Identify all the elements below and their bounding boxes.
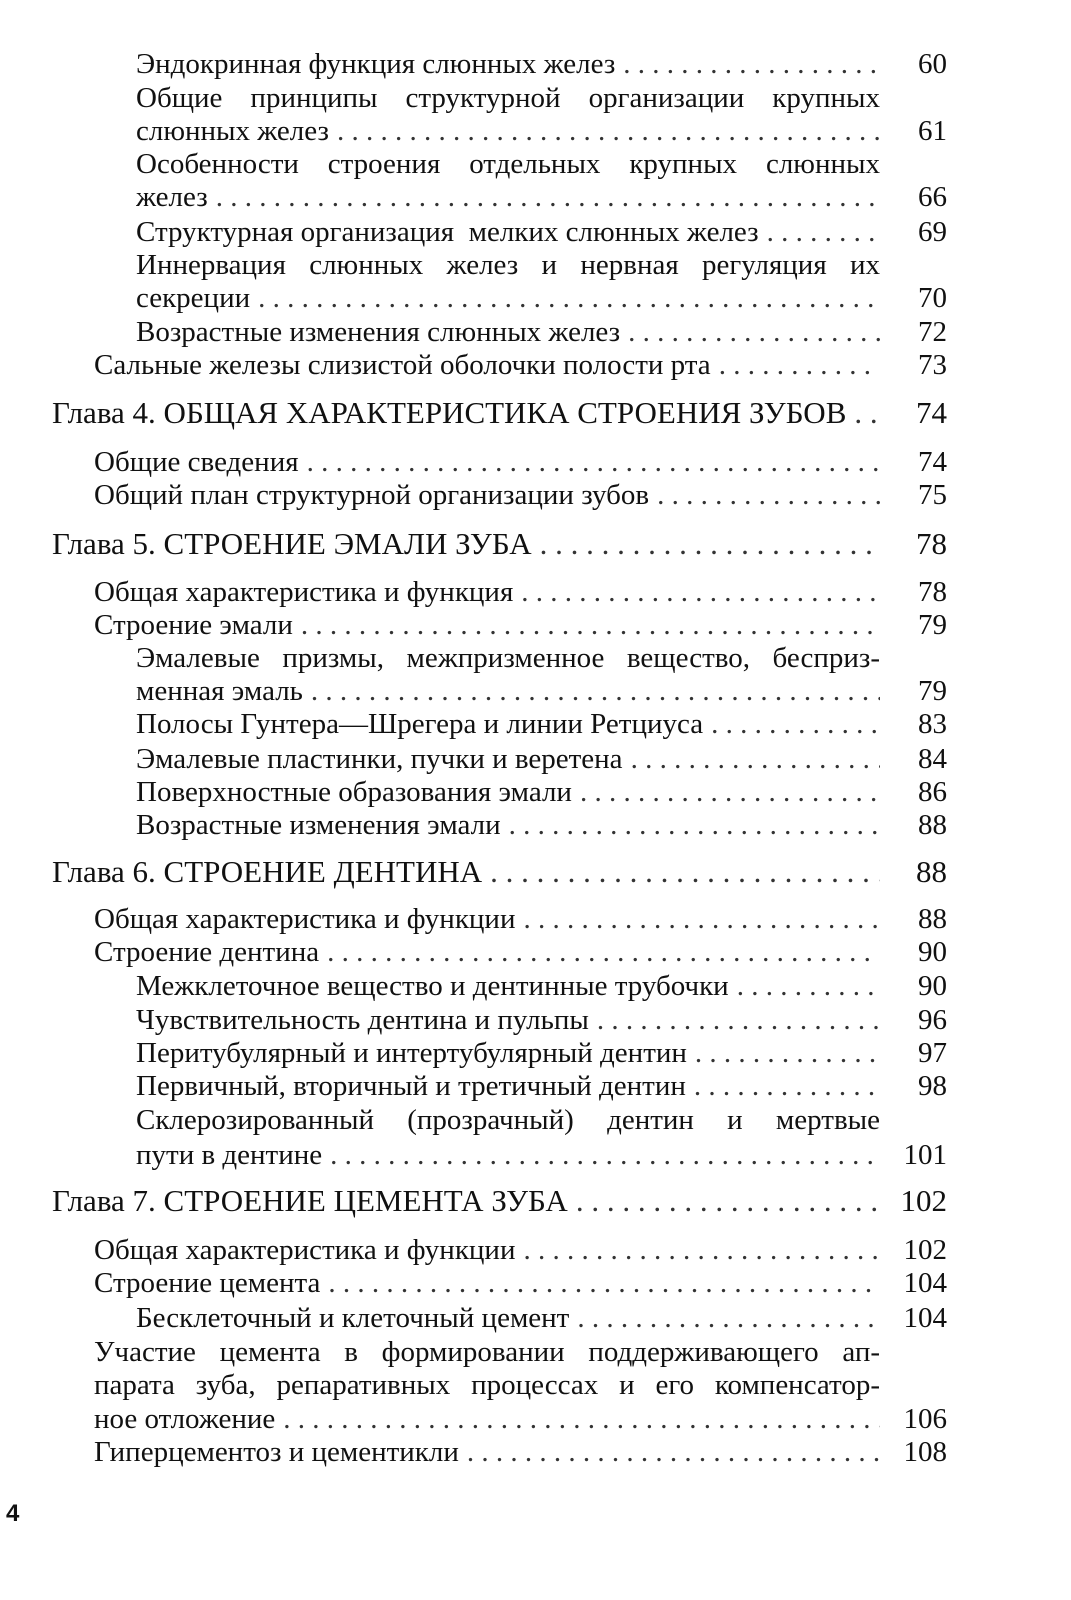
- dot-leader: [329, 114, 880, 148]
- page-number: 4: [6, 1500, 20, 1527]
- toc-entry-line: [0, 47, 1071, 81]
- page-ref: 90: [918, 970, 947, 1002]
- entry-title: Общая характеристика и функция: [94, 576, 514, 608]
- toc-entry-line: [0, 575, 1071, 609]
- entry-title: Сальные железы слизистой оболочки полости рта: [94, 349, 711, 381]
- entry-title: Строение цемента: [94, 1267, 321, 1299]
- entry-title: Общая характеристика и функции: [94, 903, 516, 935]
- toc-entry-line: [0, 478, 1071, 512]
- page-ref: 60: [918, 48, 947, 80]
- dot-leader: [703, 707, 880, 741]
- entry-title: желез: [136, 181, 208, 213]
- entry-title: Склерозированный (прозрачный) дентин и мертвые: [136, 1104, 880, 1136]
- dot-leader: [250, 281, 880, 315]
- page-ref: 72: [918, 316, 947, 348]
- page-ref: 74: [918, 446, 947, 478]
- page-ref: 90: [918, 936, 947, 968]
- toc-chapter-line: [0, 396, 1071, 430]
- entry-title: менная эмаль: [136, 675, 303, 707]
- page-ref: 97: [918, 1037, 947, 1069]
- toc-entry-line: [0, 1335, 1071, 1369]
- chapter-title: Глава 7. СТРОЕНИЕ ЦЕМЕНТА ЗУБА: [52, 1184, 568, 1218]
- dot-leader: [615, 47, 880, 81]
- dot-leader: [319, 935, 880, 969]
- dot-leader: [589, 1003, 880, 1037]
- entry-title: секреции: [136, 282, 251, 314]
- dot-leader: [322, 1138, 880, 1172]
- page-ref: 69: [918, 216, 947, 248]
- page-ref: 102: [900, 1183, 947, 1218]
- toc-entry-line: [0, 935, 1071, 969]
- entry-title: Участие цемента в формировании поддерживающего ап-: [94, 1336, 880, 1368]
- entry-title: Полосы Гунтера—Шрегера и линии Ретциуса: [136, 708, 704, 740]
- entry-title: Чувствительность дентина и пульпы: [136, 1004, 589, 1036]
- chapter-title: Глава 4. ОБЩАЯ ХАРАКТЕРИСТИКА СТРОЕНИЯ ЗУБОВ: [52, 396, 847, 430]
- toc-entry-line: [0, 1003, 1071, 1037]
- dot-leader: [299, 445, 880, 479]
- entry-title: Поверхностные образования эмали: [136, 776, 572, 808]
- page-ref: 75: [918, 479, 947, 511]
- toc-entry-line: [0, 808, 1071, 842]
- dot-leader: [623, 742, 880, 776]
- toc-entry-line: [0, 81, 1071, 115]
- page-ref: 70: [918, 282, 947, 314]
- chapter-title: Глава 6. СТРОЕНИЕ ДЕНТИНА: [52, 855, 483, 889]
- toc-chapter-line: [0, 527, 1071, 561]
- entry-title: пути в дентине: [136, 1139, 323, 1171]
- entry-title: Возрастные изменения эмали: [136, 809, 501, 841]
- dot-leader: [515, 902, 880, 936]
- page-ref: 88: [916, 854, 947, 889]
- toc-entry-line: [0, 1301, 1071, 1335]
- dot-leader: [275, 1402, 880, 1436]
- dot-leader: [459, 1435, 880, 1469]
- page-ref: 98: [918, 1070, 947, 1102]
- entry-title: Общий план структурной организации зубов: [94, 479, 650, 511]
- dot-leader: [711, 348, 880, 382]
- dot-leader: [532, 527, 880, 561]
- toc-entry-line: [0, 1435, 1071, 1469]
- toc-entry-line: [0, 1266, 1071, 1300]
- entry-title: Гиперцементоз и цементикли: [94, 1436, 459, 1468]
- page-ref: 74: [916, 395, 947, 430]
- dot-leader: [303, 674, 880, 708]
- toc-entry-line: [0, 1368, 1071, 1402]
- dot-leader: [572, 775, 880, 809]
- toc-entry-line: [0, 445, 1071, 479]
- page-ref: 73: [918, 349, 947, 381]
- toc-entry-line: [0, 315, 1071, 349]
- toc-entry-line: [0, 674, 1071, 708]
- toc-entry-line: [0, 1402, 1071, 1436]
- toc-entry-line: [0, 248, 1071, 282]
- entry-title: Эмалевые призмы, межпризменное вещество, бесприз-: [136, 642, 880, 674]
- toc-entry-line: [0, 608, 1071, 642]
- page-ref: 79: [918, 609, 947, 641]
- toc-entry-line: [0, 147, 1071, 181]
- dot-leader: [649, 478, 880, 512]
- dot-leader: [515, 1233, 880, 1267]
- dot-leader: [620, 315, 880, 349]
- page-ref: 78: [916, 526, 947, 561]
- dot-leader: [208, 180, 880, 214]
- entry-title: Особенности строения отдельных крупных слюнных: [136, 148, 880, 180]
- page-ref: 106: [903, 1403, 947, 1435]
- toc-entry-line: [0, 180, 1071, 214]
- dot-leader: [293, 608, 880, 642]
- chapter-title: Глава 5. СТРОЕНИЕ ЭМАЛИ ЗУБА: [52, 527, 532, 561]
- dot-leader: [501, 808, 880, 842]
- dot-leader: [482, 855, 880, 889]
- dot-leader: [687, 1036, 880, 1070]
- page-ref: 96: [918, 1004, 947, 1036]
- toc-entry-line: [0, 707, 1071, 741]
- entry-title: парата зуба, репаративных процессах и его компенсатор-: [94, 1369, 880, 1401]
- page-ref: 66: [918, 181, 947, 213]
- page-ref: 102: [903, 1234, 947, 1266]
- entry-title: Иннервация слюнных желез и нервная регуляция их: [136, 249, 880, 281]
- page-ref: 88: [918, 809, 947, 841]
- entry-title: Эмалевые пластинки, пучки и веретена: [136, 743, 623, 775]
- dot-leader: [846, 396, 880, 430]
- page-ref: 61: [918, 115, 947, 147]
- toc-chapter-line: [0, 855, 1071, 889]
- toc-entry-line: [0, 1233, 1071, 1267]
- toc-entry-line: [0, 215, 1071, 249]
- toc-entry-line: [0, 969, 1071, 1003]
- toc-entry-line: [0, 902, 1071, 936]
- dot-leader: [759, 215, 880, 249]
- toc-entry-line: [0, 1036, 1071, 1070]
- toc-entry-line: [0, 348, 1071, 382]
- dot-leader: [568, 1184, 880, 1218]
- page-ref: 78: [918, 576, 947, 608]
- entry-title: Эндокринная функция слюнных желез: [136, 48, 616, 80]
- toc-entry-line: [0, 114, 1071, 148]
- entry-title: Первичный, вторичный и третичный дентин: [136, 1070, 686, 1102]
- page-ref: 84: [918, 743, 947, 775]
- page-ref: 104: [903, 1302, 947, 1334]
- page-ref: 86: [918, 776, 947, 808]
- entry-title: Структурная организация мелких слюнных желез: [136, 216, 759, 248]
- page-ref: 83: [918, 708, 947, 740]
- toc-entry-line: [0, 1069, 1071, 1103]
- toc-entry-line: [0, 1103, 1071, 1137]
- entry-title: Общие сведения: [94, 446, 299, 478]
- entry-title: Общая характеристика и функции: [94, 1234, 516, 1266]
- entry-title: Общие принципы структурной организации крупных: [136, 82, 880, 114]
- entry-title: Возрастные изменения слюнных желез: [136, 316, 621, 348]
- entry-title: Строение дентина: [94, 936, 320, 968]
- dot-leader: [320, 1266, 880, 1300]
- toc-entry-line: [0, 1138, 1071, 1172]
- entry-title: Строение эмали: [94, 609, 293, 641]
- toc-chapter-line: [0, 1184, 1071, 1218]
- entry-title: ное отложение: [94, 1403, 276, 1435]
- toc-entry-line: [0, 641, 1071, 675]
- dot-leader: [686, 1069, 880, 1103]
- dot-leader: [513, 575, 880, 609]
- toc-entry-line: [0, 775, 1071, 809]
- toc-entry-line: [0, 742, 1071, 776]
- page-ref: 79: [918, 675, 947, 707]
- toc-entry-line: [0, 281, 1071, 315]
- page-ref: 101: [903, 1139, 947, 1171]
- entry-title: Перитубулярный и интертубулярный дентин: [136, 1037, 687, 1069]
- page-ref: 108: [903, 1436, 947, 1468]
- entry-title: Межклеточное вещество и дентинные трубочки: [136, 970, 729, 1002]
- dot-leader: [569, 1301, 880, 1335]
- page-ref: 88: [918, 903, 947, 935]
- page-ref: 104: [903, 1267, 947, 1299]
- entry-title: Бесклеточный и клеточный цемент: [136, 1302, 570, 1334]
- entry-title: слюнных желез: [136, 115, 329, 147]
- dot-leader: [729, 969, 880, 1003]
